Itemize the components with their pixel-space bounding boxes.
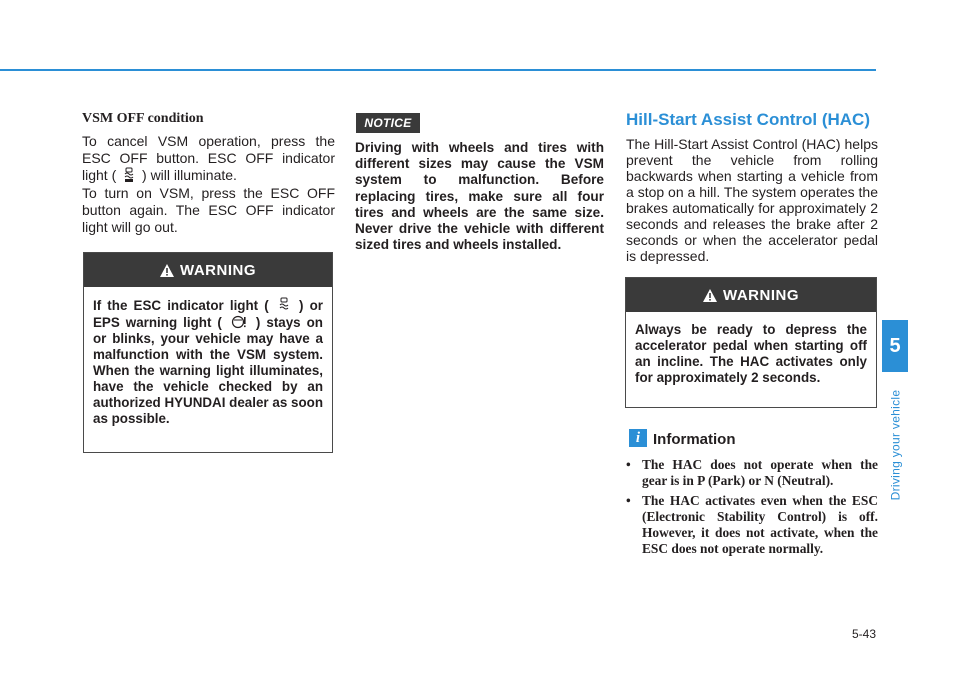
warning-text-a: If the ESC indicator light ( <box>93 298 269 313</box>
information-title: Information <box>653 431 736 448</box>
hac-title: Hill-Start Assist Control (HAC) <box>626 110 870 129</box>
section-label <box>866 380 924 510</box>
warning-header <box>84 253 332 287</box>
esc-off-indicator-icon <box>123 167 135 183</box>
information-list <box>626 457 878 561</box>
eps-warning-icon <box>231 314 247 330</box>
warning-title: WARNING <box>723 286 799 304</box>
bullet-dot: • <box>626 493 631 508</box>
warning-box-hac <box>625 277 877 408</box>
warning-header <box>626 278 876 312</box>
warning-triangle-icon <box>160 264 174 277</box>
info-icon: i <box>629 429 647 447</box>
warning-text-c: ) stays on or blinks, your vehicle may have a malfunction with the VSM system. When the warning light illuminates, have the vehicle checked by an authorized HYUNDAI dealer as soon as possible. <box>93 315 323 426</box>
warning-text-b: ) or EPS warning light ( <box>93 298 323 330</box>
list-item <box>626 457 878 489</box>
section-label-text: Driving your vehicle <box>888 389 902 501</box>
header-rule <box>0 69 876 71</box>
hac-description: The Hill-Start Assist Control (HAC) helps prevent the vehicle from rolling backwards when starting a vehicle from a stop on a hill. The system operates the brakes automatically for approximately 2 seconds and releases the brake after 2 seconds or when the accelerator pedal is depressed. <box>626 136 878 264</box>
warning-body: Always be ready to depress the accelerator pedal when starting off an incline. The HAC activates only for approximately 2 seconds. <box>635 322 867 385</box>
notice-text: Driving with wheels and tires with different sizes may cause the VSM system to malfunction. Before replacing tires, make sure all four tires and wheels are the same size. Never drive the vehicle with different sized tires and wheels installed. <box>355 140 604 253</box>
warning-triangle-icon <box>703 289 717 302</box>
esc-indicator-icon <box>278 297 290 313</box>
vsm-cancel-text: To cancel VSM operation, press the ESC OFF button. ESC OFF indicator light ( <box>82 133 335 183</box>
section-tab: 5 <box>882 320 908 372</box>
warning-title: WARNING <box>180 261 256 279</box>
vsm-cancel-text-end: ) will illuminate. <box>142 167 237 183</box>
vsm-turn-on-paragraph: To turn on VSM, press the ESC OFF button again. The ESC OFF indicator light will go out. <box>82 185 335 235</box>
bullet-dot: • <box>626 457 631 472</box>
list-item-text: The HAC does not operate when the gear is in P (Park) or N (Neutral). <box>642 457 878 488</box>
warning-body <box>84 287 332 436</box>
vsm-cancel-paragraph <box>82 133 335 184</box>
vsm-off-heading: VSM OFF condition <box>82 111 204 126</box>
list-item <box>626 493 878 557</box>
list-item-text: The HAC activates even when the ESC (Electronic Stability Control) is off. However, it does not activate, when the ESC does not operate normally. <box>642 493 878 556</box>
notice-badge: NOTICE <box>356 113 420 133</box>
warning-box-esc <box>83 252 333 453</box>
page-number: 5-43 <box>851 627 876 641</box>
